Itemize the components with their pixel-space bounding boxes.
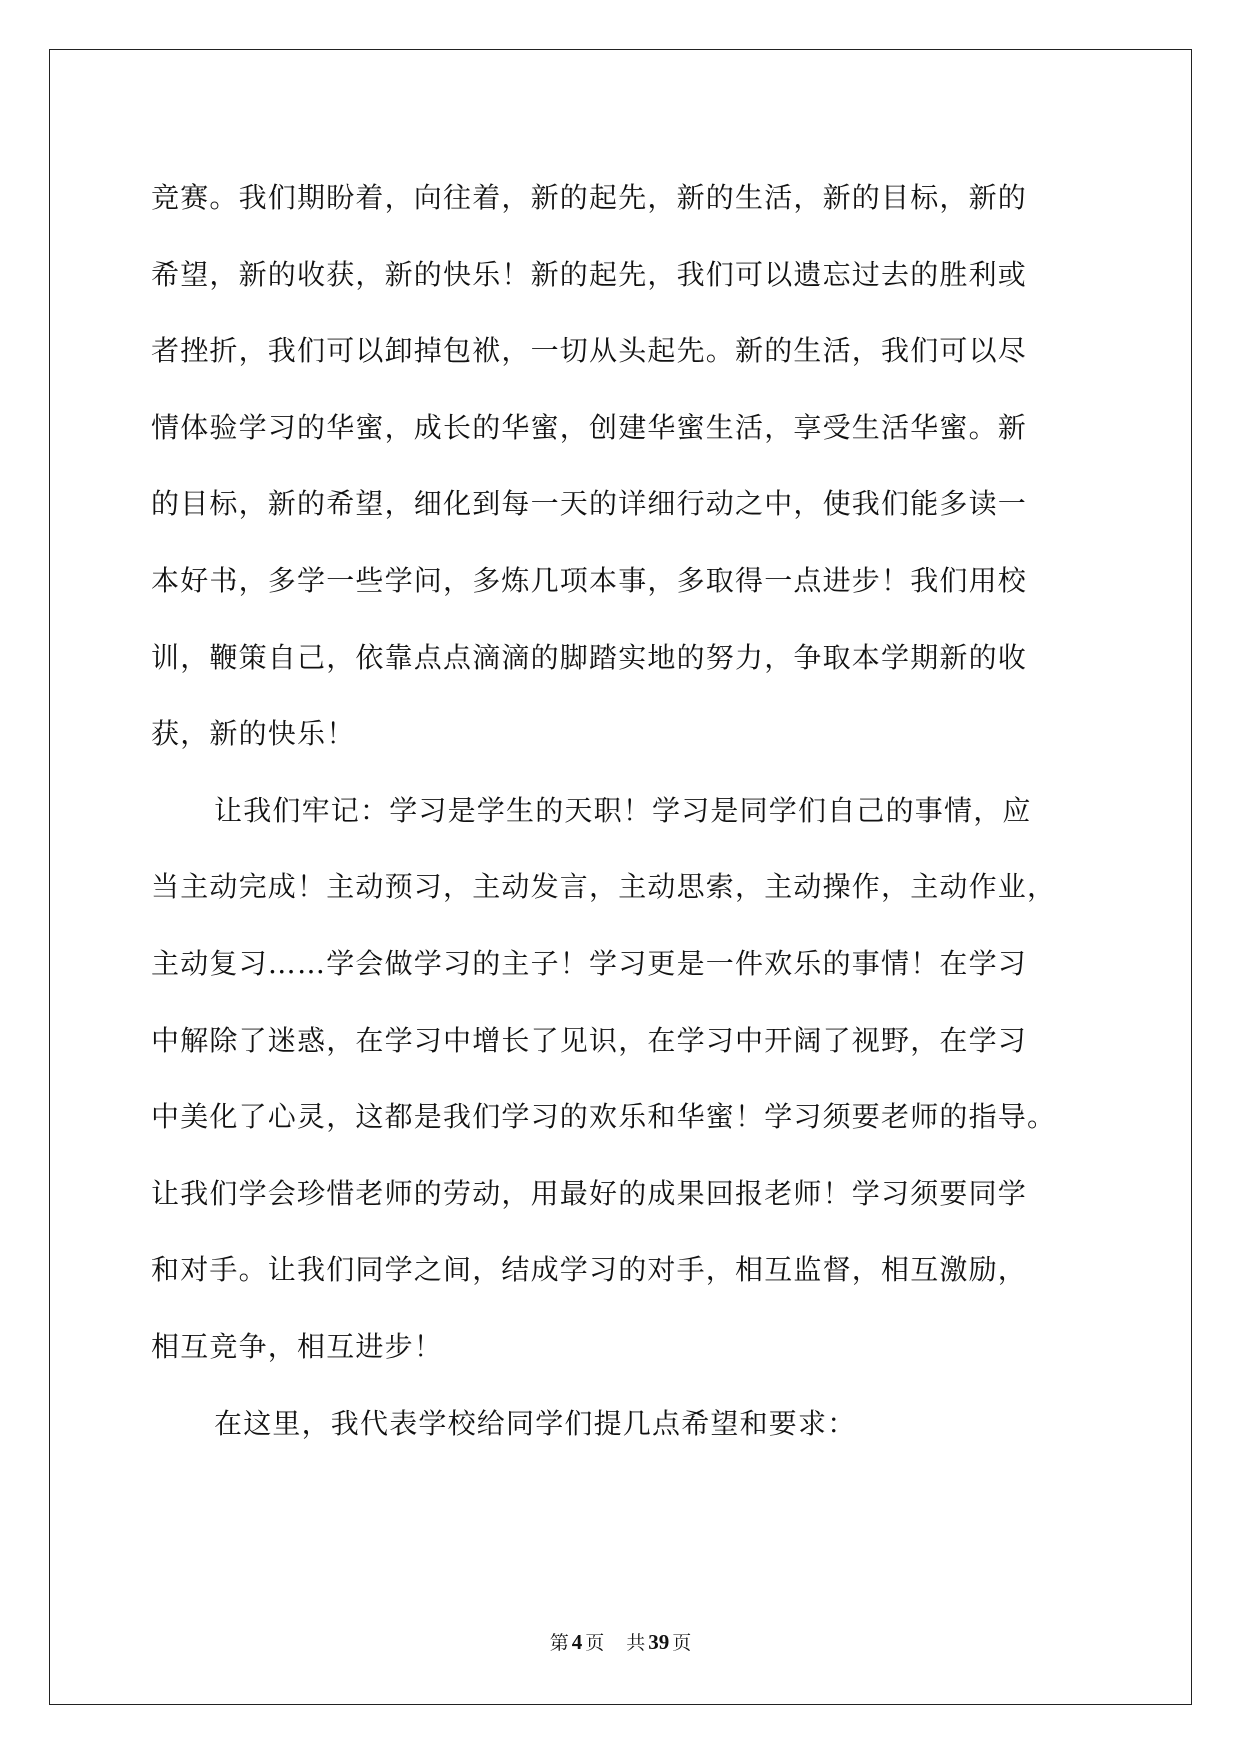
paragraph-2-line-2: 当主动完成！主动预习，主动发言，主动思索，主动操作，主动作业， xyxy=(151,870,1057,904)
paragraph-2-line-8: 相互竞争，相互进步！ xyxy=(151,1329,444,1363)
paragraph-2-line-3: 主动复习……学会做学习的主子！学习更是一件欢乐的事情！在学习 xyxy=(151,946,1028,980)
paragraph-1-line-6: 本好书，多学一些学问，多炼几项本事，多取得一点进步！我们用校 xyxy=(151,563,1028,597)
paragraph-2-line-4: 中解除了迷惑，在学习中增长了见识，在学习中开阔了视野，在学习 xyxy=(151,1023,1028,1057)
paragraph-2-line-6: 让我们学会珍惜老师的劳动，用最好的成果回报老师！学习须要同学 xyxy=(151,1176,1028,1210)
page-footer xyxy=(0,1628,1241,1655)
paragraph-1-line-5: 的目标，新的希望，细化到每一天的详细行动之中，使我们能多读一 xyxy=(151,487,1028,521)
footer-total-suffix: 页 xyxy=(672,1632,692,1654)
paragraph-1-line-2: 希望，新的收获，新的快乐！新的起先，我们可以遗忘过去的胜利或 xyxy=(151,257,1028,291)
footer-page-prefix: 第 xyxy=(549,1632,569,1654)
paragraph-1-line-8: 获，新的快乐！ xyxy=(151,717,356,751)
paragraph-2-line-1: 让我们牢记：学习是学生的天职！学习是同学们自己的事情，应 xyxy=(214,793,1032,827)
paragraph-1-line-3: 者挫折，我们可以卸掉包袱，一切从头起先。新的生活，我们可以尽 xyxy=(151,334,1028,368)
paragraph-1-line-4: 情体验学习的华蜜，成长的华蜜，创建华蜜生活，享受生活华蜜。新 xyxy=(151,410,1028,444)
paragraph-1-line-1: 竞赛。我们期盼着，向往着，新的起先，新的生活，新的目标，新的 xyxy=(151,181,1028,214)
footer-page-suffix: 页 xyxy=(585,1632,605,1654)
footer-total-prefix: 共 xyxy=(626,1632,646,1654)
paragraph-1-line-7: 训，鞭策自己，依靠点点滴滴的脚踏实地的努力，争取本学期新的收 xyxy=(151,640,1028,674)
footer-total-pages: 39 xyxy=(648,1630,670,1654)
paragraph-2-line-7: 和对手。让我们同学之间，结成学习的对手，相互监督，相互激励， xyxy=(151,1253,1028,1287)
footer-page-number: 4 xyxy=(571,1630,583,1654)
document-body xyxy=(151,160,1111,1462)
paragraph-2-line-5: 中美化了心灵，这都是我们学习的欢乐和华蜜！学习须要老师的指导。 xyxy=(151,1100,1057,1134)
paragraph-3-line-1: 在这里，我代表学校给同学们提几点希望和要求： xyxy=(214,1406,857,1440)
